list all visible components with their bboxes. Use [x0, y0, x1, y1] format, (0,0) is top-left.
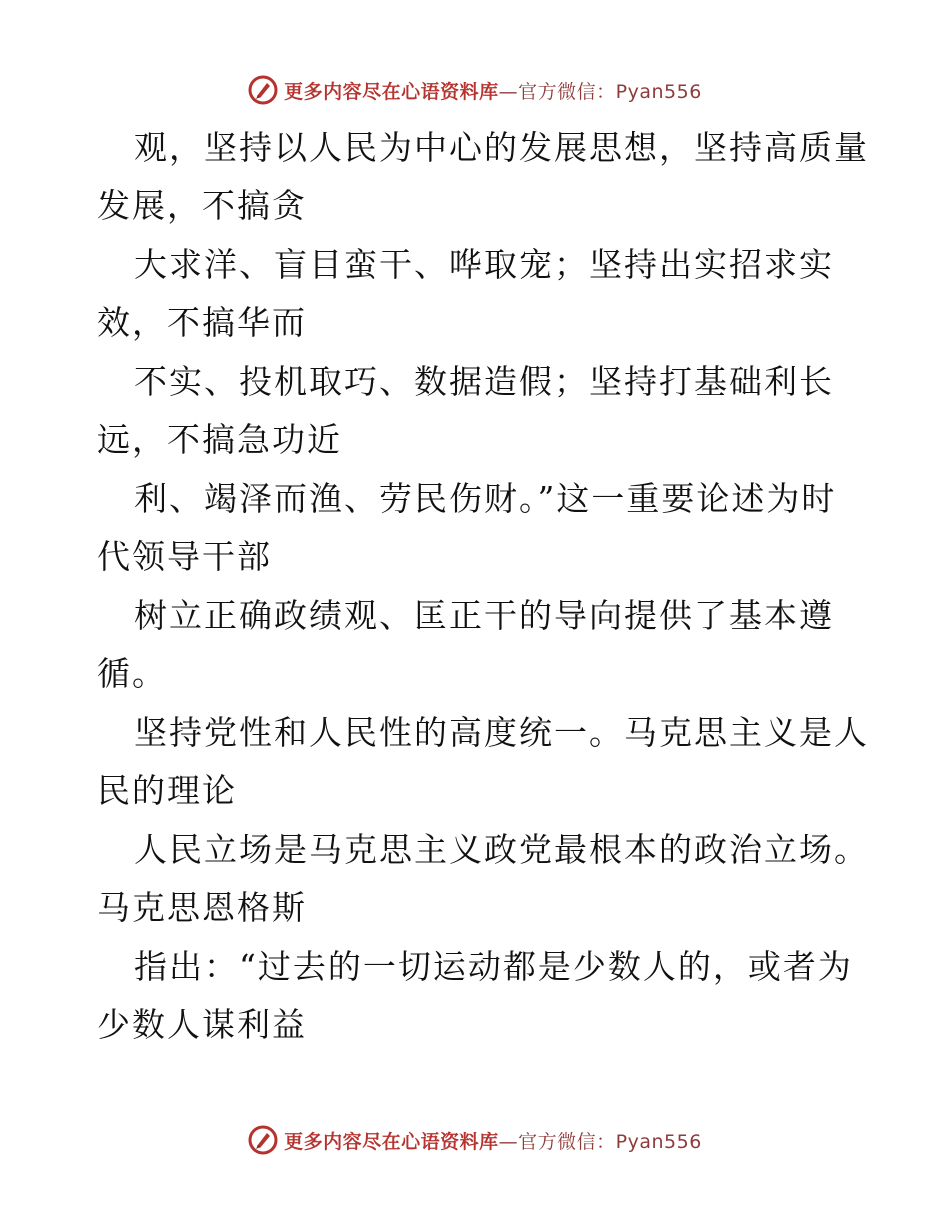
- header-banner-text: [284, 77, 702, 104]
- pen-logo-icon: [248, 75, 278, 105]
- body-line: 不实、投机取巧、数据造假；坚持打基础利长: [134, 362, 834, 401]
- body-line: 指出：“过去的一切运动都是少数人的，或者为: [134, 947, 853, 986]
- body-line: 观，坚持以人民为中心的发展思想，坚持高质量: [134, 128, 869, 167]
- body-line: 少数人谋利益: [97, 1005, 307, 1044]
- body-line: 发展，不搞贪: [97, 186, 307, 225]
- body-line: 马克思恩格斯: [97, 888, 307, 927]
- footer-banner-text: [284, 1127, 702, 1154]
- header-banner-title: 更多内容尽在心语资料库: [284, 80, 499, 103]
- body-line: 远，不搞急功近: [97, 420, 342, 459]
- header-banner: [0, 70, 950, 110]
- body-line: 利、竭泽而渔、劳民伤财。”这一重要论述为时: [134, 479, 837, 518]
- pen-logo-icon: [248, 1125, 278, 1155]
- body-line: 人民立场是马克思主义政党最根本的政治立场。: [134, 830, 869, 869]
- body-line: 树立正确政绩观、匡正干的导向提供了基本遵: [134, 596, 834, 635]
- footer-banner-contact: —官方微信：Pyan556: [498, 1130, 702, 1153]
- header-banner-contact: —官方微信：Pyan556: [498, 80, 702, 103]
- footer-banner: [0, 1120, 950, 1160]
- body-line: 坚持党性和人民性的高度统一。马克思主义是人: [134, 713, 869, 752]
- body-line: 循。: [97, 654, 167, 693]
- footer-banner-title: 更多内容尽在心语资料库: [284, 1130, 499, 1153]
- body-line: 效，不搞华而: [97, 303, 307, 342]
- body-line: 民的理论: [97, 771, 237, 810]
- body-line: 大求洋、盲目蛮干、哗取宠；坚持出实招求实: [134, 245, 834, 284]
- body-line: 代领导干部: [97, 537, 272, 576]
